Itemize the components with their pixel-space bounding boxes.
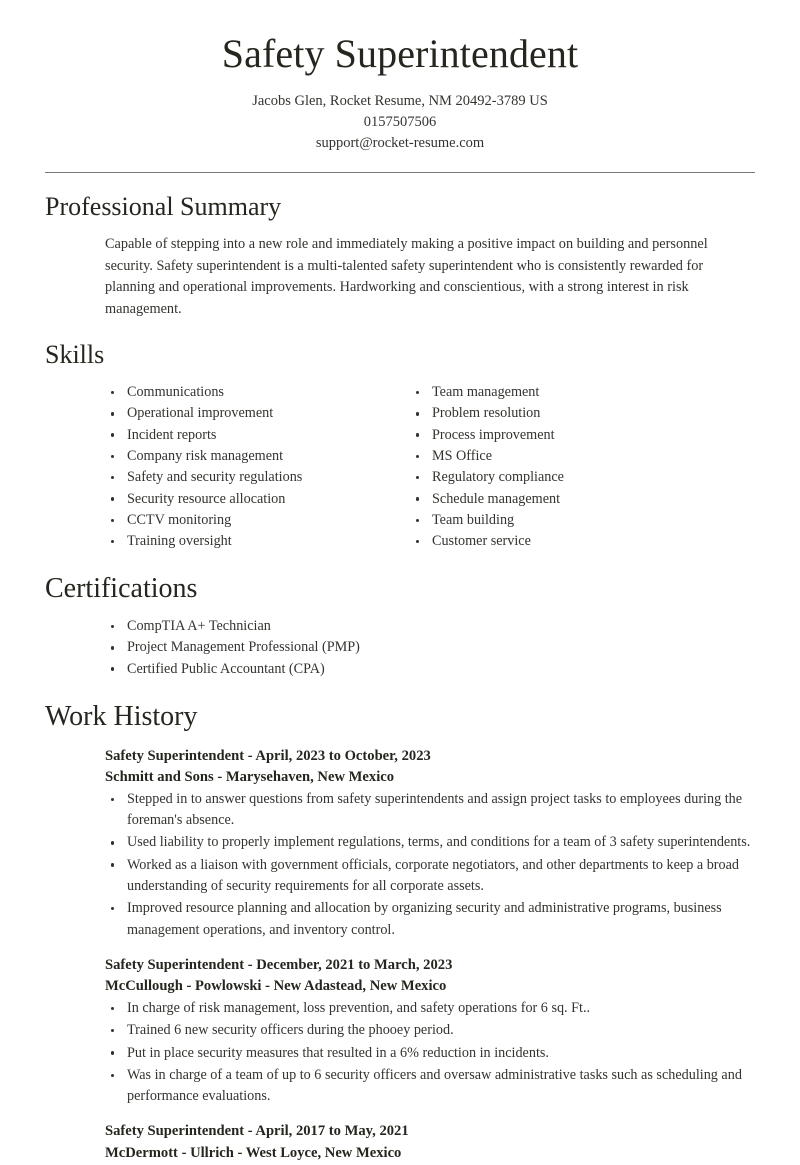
list-item: Used liability to properly implement regulations, terms, and conditions for a team of 3 safety superintendents. (105, 832, 755, 853)
list-item: Was in charge of a team of up to 6 security officers and oversaw administrative tasks such as scheduling and performance evaluations. (105, 1065, 755, 1108)
contact-email: support@rocket-resume.com (315, 134, 485, 151)
job-title-line: Safety Superintendent - April, 2017 to May, 2021 (105, 1123, 409, 1140)
list-item: Incident reports (105, 425, 410, 446)
list-item: Customer service (410, 531, 730, 552)
list-item: Team management (410, 382, 730, 403)
skills-list-left (105, 382, 410, 552)
list-item: Communications (105, 382, 410, 403)
certifications-list (105, 616, 755, 680)
list-item: Worked as a liaison with government officials, corporate negotiators, and other departments to keep a broad understanding of security requirements for all corporate assets. (105, 855, 755, 898)
list-item: In charge of risk management, loss prevention, and safety operations for 6 sq. Ft.. (105, 998, 755, 1019)
job-bullets (105, 789, 755, 941)
work-history-entry (105, 955, 755, 1108)
job-title-line: Safety Superintendent - December, 2021 to March, 2023 (105, 956, 453, 973)
list-item: Schedule management (410, 489, 730, 510)
list-item: Trained 6 new security officers during the phooey period. (105, 1020, 755, 1041)
certifications-body (45, 616, 755, 680)
summary-text: Capable of stepping into a new role and immediately making a positive impact on building and personnel security. Safety superintendent is a multi-talented safety superintendent who is consistently rewarded for planning and operational improvements. Hardworking and conscientious, with a strong interest in risk management. (105, 236, 708, 318)
skills-column-left (105, 382, 410, 552)
list-item: Improved resource planning and allocation by organizing security and administrative programs, business management operations, and inventory control. (105, 898, 755, 941)
list-item: Operational improvement (105, 403, 410, 424)
section-heading-skills: Skills (45, 339, 105, 369)
section-professional-summary (0, 191, 800, 321)
list-item: Company risk management (105, 446, 410, 467)
list-item: Safety and security regulations (105, 467, 410, 488)
skills-list-right (410, 382, 730, 552)
list-item: Problem resolution (410, 403, 730, 424)
resume-header (0, 0, 800, 154)
list-item: Process improvement (410, 425, 730, 446)
list-item: Team building (410, 510, 730, 531)
list-item: Security resource allocation (105, 489, 410, 510)
list-item: Regulatory compliance (410, 467, 730, 488)
section-skills (0, 339, 800, 553)
list-item: Certified Public Accountant (CPA) (105, 659, 755, 680)
work-history-entry (105, 746, 755, 941)
list-item: CCTV monitoring (105, 510, 410, 531)
contact-phone: 0157507506 (363, 113, 437, 130)
list-item: Stepped in to answer questions from safety superintendents and assign project tasks to employees during the foreman's absence. (105, 789, 755, 832)
contact-address: Jacobs Glen, Rocket Resume, NM 20492-3789 US (252, 92, 548, 109)
list-item: MS Office (410, 446, 730, 467)
skills-column-right (410, 382, 730, 552)
section-heading-work-history: Work History (45, 700, 198, 732)
work-history-list (45, 746, 755, 1165)
job-title-line: Safety Superintendent - April, 2023 to October, 2023 (105, 747, 431, 764)
job-company-line: McDermott - Ullrich - West Loyce, New Mexico (105, 1145, 402, 1162)
section-work-history (0, 700, 800, 1165)
section-heading-certifications: Certifications (45, 573, 198, 605)
job-bullets (105, 998, 755, 1107)
section-certifications (0, 572, 800, 679)
list-item: Project Management Professional (PMP) (105, 637, 755, 658)
work-history-entry (105, 1121, 755, 1164)
list-item: Training oversight (105, 531, 410, 552)
job-company-line: McCullough - Powlowski - New Adastead, New Mexico (105, 978, 447, 995)
list-item: Put in place security measures that resulted in a 6% reduction in incidents. (105, 1043, 755, 1064)
section-heading-summary: Professional Summary (45, 191, 282, 221)
page-title: Safety Superintendent (221, 31, 579, 76)
list-item: CompTIA A+ Technician (105, 616, 755, 637)
skills-columns (45, 382, 755, 552)
job-company-line: Schmitt and Sons - Marysehaven, New Mexico (105, 769, 395, 786)
summary-body (45, 234, 755, 321)
